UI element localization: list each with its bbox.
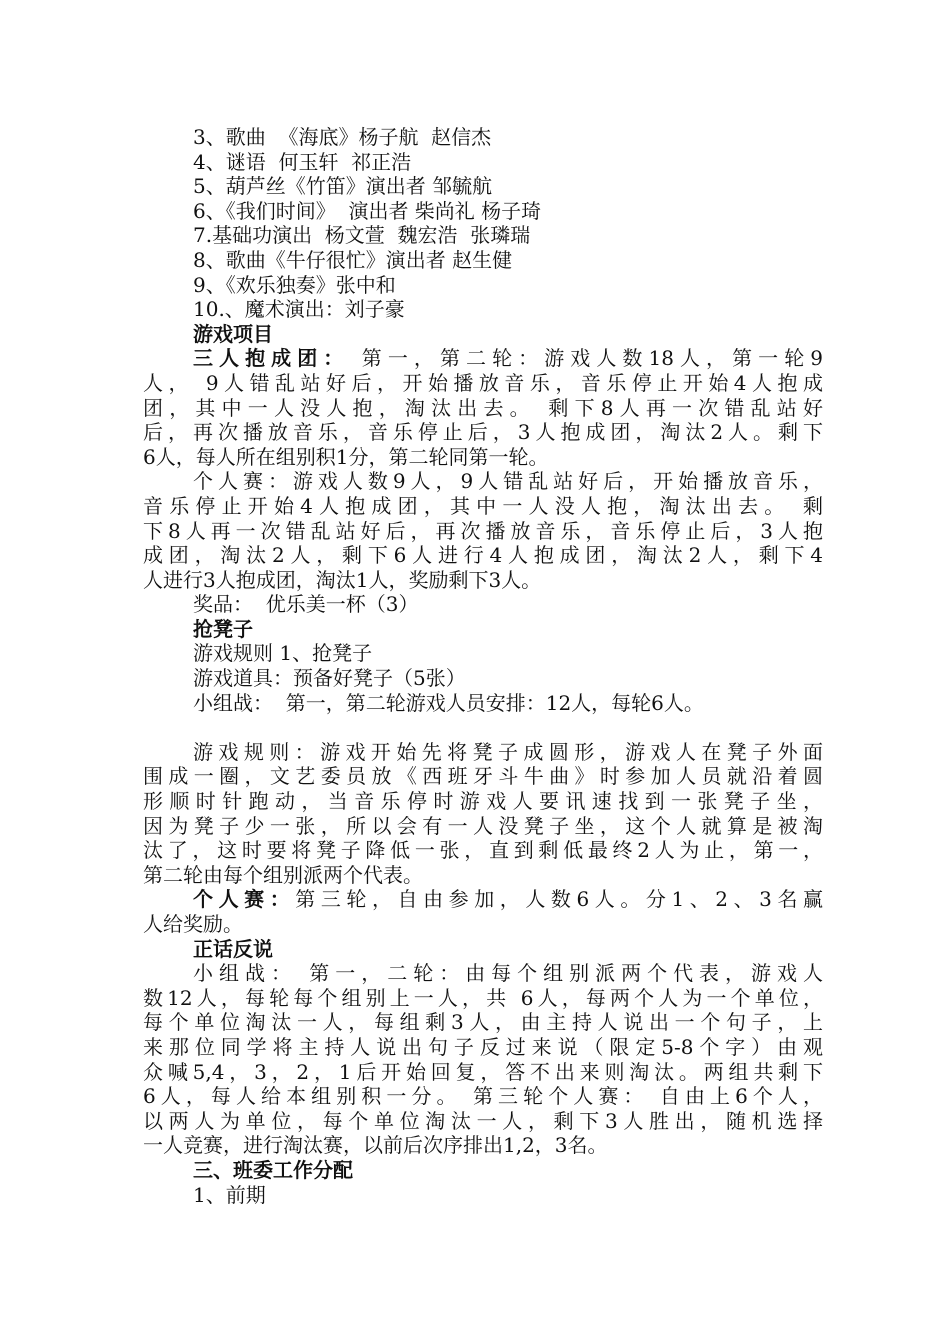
game1-individual-line: 成团，淘汰2人，剩下6人进行4人抱成团，淘汰2人，剩下4: [143, 543, 823, 568]
section3-item: 1、前期: [193, 1182, 266, 1207]
program-item: 7.基础功演出 杨文萱 魏宏浩 张璘瑞: [193, 223, 531, 248]
game1-line: 6人，每人所在组别积1分，第二轮同第一轮。: [143, 444, 549, 469]
program-item: 4、谜语 何玉轩 祁正浩: [193, 149, 412, 174]
game2-rules-line: 因为凳子少一张，所以会有一人没凳子坐，这个人就算是被淘: [143, 813, 823, 838]
game2-props: 游戏道具：预备好凳子（5张）: [193, 666, 466, 691]
game2-rules-line: 第二轮由每个组别派两个代表。: [143, 862, 423, 887]
games-heading: 游戏项目: [193, 321, 273, 346]
game3-line: 一人竞赛，进行淘汰赛，以前后次序排出1,2，3名。: [143, 1133, 608, 1158]
game2-rules-line: 围成一圈，文艺委员放《西班牙斗牛曲》时参加人员就沿着圆: [143, 764, 823, 789]
blank-line: [143, 715, 823, 740]
game2-individual-label: 个人赛：: [193, 887, 296, 912]
game1-individual-line: 个人赛：游戏人数9人，9人错乱站好后，开始播放音乐，: [193, 469, 823, 494]
game2-rules-line: 汰了，这时要将凳子降低一张，直到剩低最终2人为止，第一，: [143, 838, 823, 863]
program-item: 9、《欢乐独奏》张中和: [193, 272, 396, 297]
game1-line: 人， 9人错乱站好后，开始播放音乐，音乐停止开始4人抱成: [143, 370, 823, 395]
game3-title: 正话反说: [193, 936, 273, 961]
section3-heading: 三、班委工作分配: [193, 1157, 353, 1182]
game1-individual-line: 下8人再一次错乱站好后，再次播放音乐，音乐停止后，3人抱: [143, 518, 823, 543]
program-item: 8、歌曲《牛仔很忙》演出者 赵生健: [193, 247, 513, 272]
game3-line: 来那位同学将主持人说出句子反过来说（限定5-8个字）由观: [143, 1034, 823, 1059]
program-item: 3、歌曲 《海底》杨子航 赵信杰: [193, 125, 492, 149]
game3-line: 6人，每人给本组别积一分。 第三轮个人赛： 自由上6个人，: [143, 1084, 823, 1109]
game1-title: 三人抱成团：: [193, 346, 350, 371]
game2-rules-line: 游戏规则：游戏开始先将凳子成圆形，游戏人在凳子外面: [193, 739, 823, 764]
game1-individual-line: 人进行3人抱成团，淘汰1人，奖励剩下3人。: [143, 567, 542, 592]
game3-line: 小组战： 第一，二轮：由每个组别派两个代表，游戏人: [193, 961, 823, 986]
game2-title: 抢凳子: [193, 616, 253, 641]
program-item: 5、葫芦丝《竹笛》演出者 邹毓航: [193, 174, 493, 199]
game2-individual-text: 第三轮，自由参加，人数6人。分1、2、3名赢: [295, 887, 824, 912]
game3-line: 数12人，每轮每个组别上一人，共 6人，每两个人为一个单位，: [143, 985, 823, 1010]
game1-prize: 奖品： 优乐美一杯（3）: [193, 592, 419, 617]
program-item: 10.、魔术演出：刘子豪: [193, 297, 405, 322]
game1-individual-line: 音乐停止开始4人抱成团，其中一人没人抱，淘汰出去。 剩: [143, 493, 823, 518]
game1-line: 团，其中一人没人抱，淘汰出去。 剩下8人再一次错乱站好: [143, 395, 823, 420]
game2-rules-line: 形顺时针跑动，当音乐停时游戏人要讯速找到一张凳子坐，: [143, 789, 823, 814]
document-body: [143, 125, 823, 1207]
game3-line: 每个单位淘汰一人，每组剩3人，由主持人说出一个句子，上: [143, 1010, 823, 1035]
game2-group: 小组战： 第一，第二轮游戏人员安排：12人，每轮6人。: [193, 690, 704, 715]
program-item: 6、《我们时间》 演出者 柴尚礼 杨子琦: [193, 198, 542, 223]
game1-line: 后，再次播放音乐，音乐停止后，3人抱成团，淘汰2人。剩下: [143, 420, 823, 445]
game1-text: 第一，第二轮：游戏人数18人，第一轮9: [349, 346, 824, 371]
game2-individual-line: [143, 887, 823, 912]
game2-individual-line: 人给奖励。: [143, 912, 243, 936]
game2-rule: 游戏规则 1、抢凳子: [193, 641, 373, 666]
game3-line: 以两人为单位，每个单位淘汰一人，剩下3人胜出，随机选择: [143, 1108, 823, 1133]
game1-line: [143, 346, 823, 371]
game3-line: 众喊5,4，3，2，1后开始回复，答不出来则淘汰。两组共剩下: [143, 1059, 823, 1084]
